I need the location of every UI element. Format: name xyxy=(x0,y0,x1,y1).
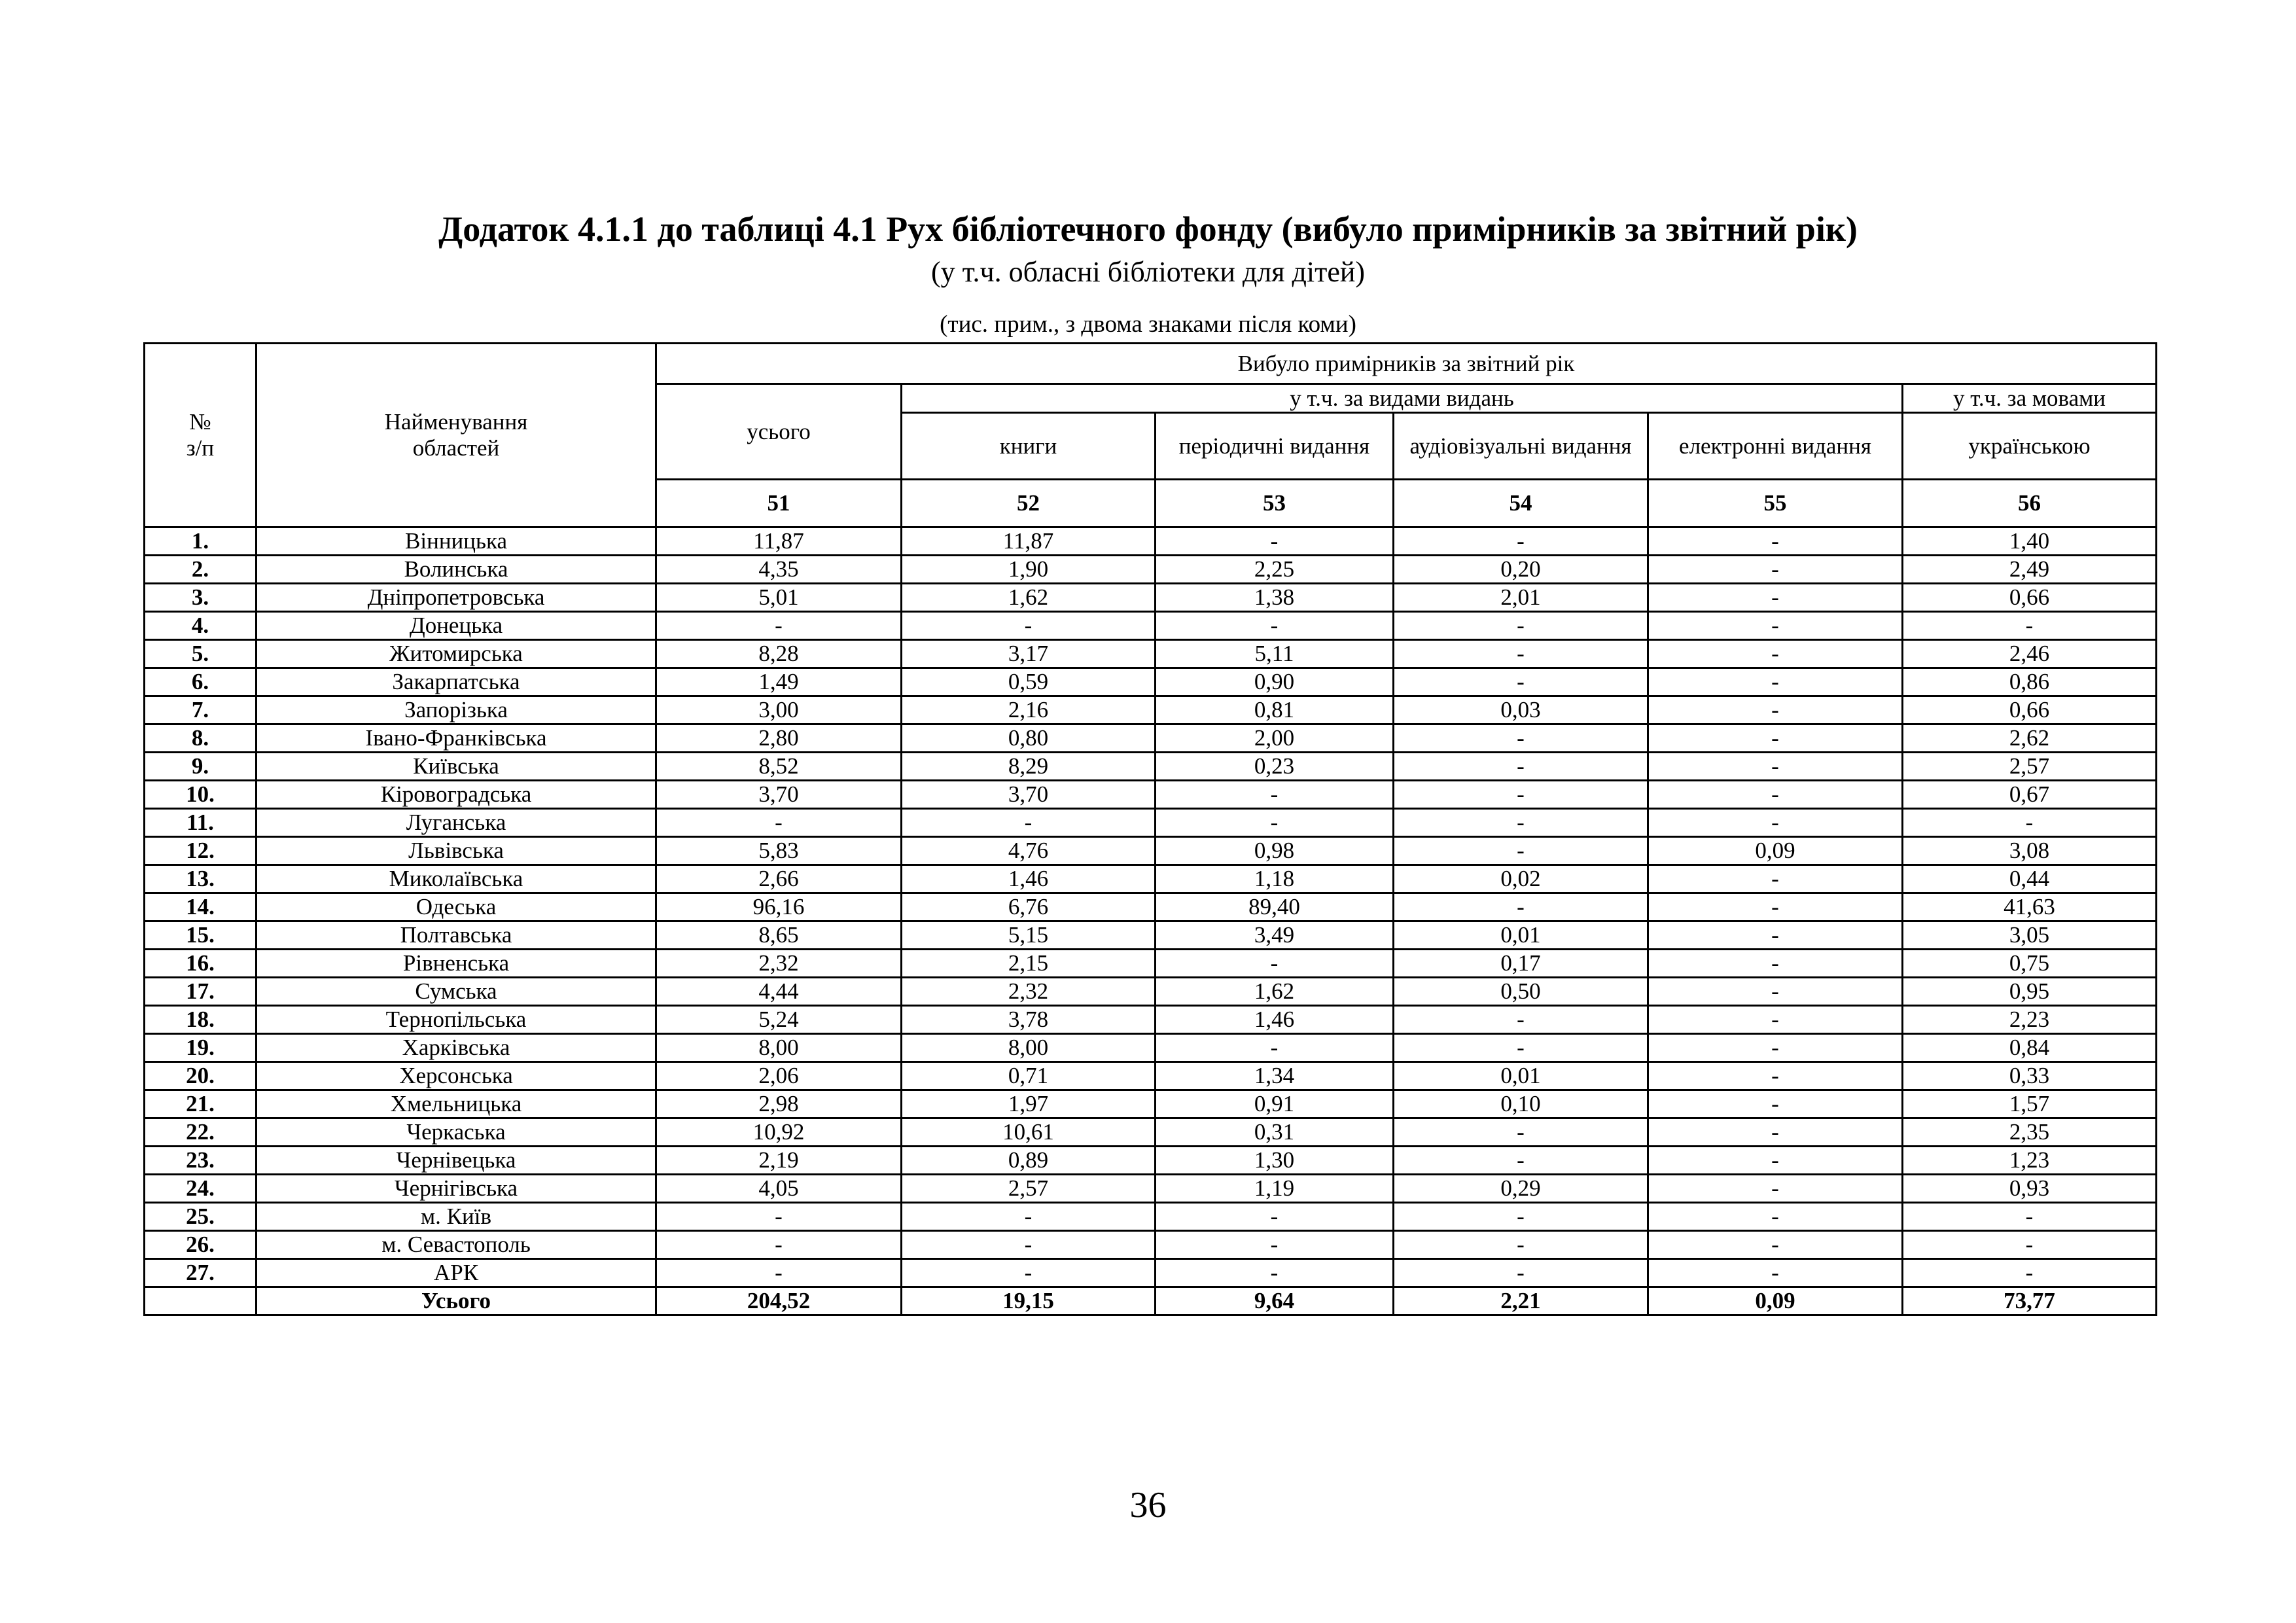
cell-value: 11,87 xyxy=(902,527,1156,556)
row-number: 14. xyxy=(145,893,256,921)
cell-value: - xyxy=(1156,612,1394,640)
header-by-lang: у т.ч. за мовами xyxy=(1903,384,2157,413)
cell-value: - xyxy=(1394,1147,1648,1175)
cell-value: - xyxy=(1394,781,1648,809)
row-number: 7. xyxy=(145,696,256,724)
cell-value: 8,00 xyxy=(902,1034,1156,1062)
table-row xyxy=(145,809,2157,837)
table-row xyxy=(145,724,2157,753)
cell-value: - xyxy=(1394,1118,1648,1147)
header-name: Найменування областей xyxy=(256,344,656,527)
cell-value: - xyxy=(1394,809,1648,837)
cell-value: - xyxy=(1394,1006,1648,1034)
region-name: Чернівецька xyxy=(256,1147,656,1175)
table-row xyxy=(145,556,2157,584)
cell-value: 8,52 xyxy=(656,753,902,781)
row-number: 16. xyxy=(145,950,256,978)
cell-value: 10,92 xyxy=(656,1118,902,1147)
cell-value: 2,06 xyxy=(656,1062,902,1090)
cell-value: - xyxy=(1156,1259,1394,1287)
cell-value: 0,03 xyxy=(1394,696,1648,724)
cell-value: 0,89 xyxy=(902,1147,1156,1175)
cell-value: - xyxy=(902,1259,1156,1287)
table-row xyxy=(145,837,2157,865)
cell-value: - xyxy=(1648,527,1903,556)
region-name: Тернопільська xyxy=(256,1006,656,1034)
table-row xyxy=(145,612,2157,640)
cell-value: - xyxy=(1156,809,1394,837)
region-name: Київська xyxy=(256,753,656,781)
row-number: 2. xyxy=(145,556,256,584)
cell-value: 3,70 xyxy=(656,781,902,809)
row-number: 26. xyxy=(145,1231,256,1259)
page-number: 36 xyxy=(1129,1485,1167,1525)
total-value: 0,09 xyxy=(1648,1287,1903,1315)
cell-value: - xyxy=(1156,1203,1394,1231)
row-number: 17. xyxy=(145,978,256,1006)
cell-value: - xyxy=(1648,1090,1903,1118)
row-number: 23. xyxy=(145,1147,256,1175)
cell-value: 1,62 xyxy=(1156,978,1394,1006)
cell-value: - xyxy=(656,809,902,837)
row-number: 10. xyxy=(145,781,256,809)
cell-value: 5,15 xyxy=(902,921,1156,950)
header-electronic: електронні видання xyxy=(1648,413,1903,480)
cell-value: - xyxy=(1648,612,1903,640)
region-name: Чернігівська xyxy=(256,1175,656,1203)
cell-value: 2,35 xyxy=(1903,1118,2157,1147)
cell-value: 2,32 xyxy=(656,950,902,978)
region-name: Полтавська xyxy=(256,921,656,950)
cell-value: 2,66 xyxy=(656,865,902,893)
cell-value: 2,80 xyxy=(656,724,902,753)
region-name: АРК xyxy=(256,1259,656,1287)
table-row xyxy=(145,893,2157,921)
table-row xyxy=(145,1147,2157,1175)
row-number: 1. xyxy=(145,527,256,556)
region-name: Харківська xyxy=(256,1034,656,1062)
row-number: 27. xyxy=(145,1259,256,1287)
table-row xyxy=(145,865,2157,893)
table-row xyxy=(145,781,2157,809)
cell-value: 8,28 xyxy=(656,640,902,668)
cell-value: 1,38 xyxy=(1156,584,1394,612)
header-num: № з/п xyxy=(145,344,256,527)
cell-value: - xyxy=(1394,1259,1648,1287)
cell-value: - xyxy=(1648,556,1903,584)
header-total: усього xyxy=(656,384,902,480)
cell-value: 0,66 xyxy=(1903,584,2157,612)
cell-value: 4,76 xyxy=(902,837,1156,865)
region-name: Кіровоградська xyxy=(256,781,656,809)
table-header xyxy=(145,344,2157,527)
cell-value: 1,57 xyxy=(1903,1090,2157,1118)
cell-value: 0,09 xyxy=(1648,837,1903,865)
cell-value: - xyxy=(1648,921,1903,950)
cell-value: - xyxy=(1648,1259,1903,1287)
cell-value: 0,66 xyxy=(1903,696,2157,724)
table-body xyxy=(145,527,2157,1287)
row-number: 25. xyxy=(145,1203,256,1231)
cell-value: - xyxy=(1648,781,1903,809)
table-row xyxy=(145,1090,2157,1118)
cell-value: 1,34 xyxy=(1156,1062,1394,1090)
cell-value: - xyxy=(1648,668,1903,696)
cell-value: - xyxy=(1394,753,1648,781)
region-name: м. Київ xyxy=(256,1203,656,1231)
cell-value: 5,83 xyxy=(656,837,902,865)
cell-value: 0,23 xyxy=(1156,753,1394,781)
cell-value: - xyxy=(1648,1147,1903,1175)
cell-value: - xyxy=(1648,1034,1903,1062)
cell-value: - xyxy=(1648,893,1903,921)
header-ukrainian: українською xyxy=(1903,413,2157,480)
cell-value: 0,50 xyxy=(1394,978,1648,1006)
cell-value: 1,62 xyxy=(902,584,1156,612)
cell-value: - xyxy=(1394,1034,1648,1062)
cell-value: 1,97 xyxy=(902,1090,1156,1118)
cell-value: 3,70 xyxy=(902,781,1156,809)
cell-value: 2,57 xyxy=(1903,753,2157,781)
cell-value: 6,76 xyxy=(902,893,1156,921)
row-number: 18. xyxy=(145,1006,256,1034)
cell-value: 4,35 xyxy=(656,556,902,584)
table-row xyxy=(145,1175,2157,1203)
table-row xyxy=(145,978,2157,1006)
row-number: 22. xyxy=(145,1118,256,1147)
row-number: 9. xyxy=(145,753,256,781)
cell-value: 2,46 xyxy=(1903,640,2157,668)
table-row xyxy=(145,1203,2157,1231)
cell-value: 0,20 xyxy=(1394,556,1648,584)
cell-value: 0,95 xyxy=(1903,978,2157,1006)
cell-value: 10,61 xyxy=(902,1118,1156,1147)
cell-value: 0,84 xyxy=(1903,1034,2157,1062)
cell-value: 0,91 xyxy=(1156,1090,1394,1118)
cell-value: 0,59 xyxy=(902,668,1156,696)
cell-value: 3,78 xyxy=(902,1006,1156,1034)
cell-value: - xyxy=(1394,724,1648,753)
cell-value: - xyxy=(656,612,902,640)
units-note: (тис. прим., з двома знаками після коми) xyxy=(940,311,1356,338)
region-name: Волинська xyxy=(256,556,656,584)
cell-value: - xyxy=(1648,1006,1903,1034)
cell-value: - xyxy=(1156,781,1394,809)
total-value: 73,77 xyxy=(1903,1287,2157,1315)
table-row xyxy=(145,584,2157,612)
cell-value: 2,57 xyxy=(902,1175,1156,1203)
cell-value: - xyxy=(1648,865,1903,893)
cell-value: - xyxy=(1648,640,1903,668)
cell-value: 1,46 xyxy=(1156,1006,1394,1034)
total-value: 9,64 xyxy=(1156,1287,1394,1315)
cell-value: - xyxy=(1648,584,1903,612)
cell-value: 8,29 xyxy=(902,753,1156,781)
cell-value: 1,40 xyxy=(1903,527,2157,556)
cell-value: - xyxy=(1394,1203,1648,1231)
header-periodicals: періодичні видання xyxy=(1156,413,1394,480)
row-number: 6. xyxy=(145,668,256,696)
region-name: Запорізька xyxy=(256,696,656,724)
cell-value: 0,98 xyxy=(1156,837,1394,865)
cell-value: - xyxy=(902,612,1156,640)
cell-value: 1,23 xyxy=(1903,1147,2157,1175)
total-num xyxy=(145,1287,256,1315)
region-name: Рівненська xyxy=(256,950,656,978)
cell-value: - xyxy=(1648,1175,1903,1203)
table-row xyxy=(145,1231,2157,1259)
cell-value: - xyxy=(1648,950,1903,978)
cell-value: - xyxy=(1648,1118,1903,1147)
region-name: Вінницька xyxy=(256,527,656,556)
cell-value: - xyxy=(902,809,1156,837)
cell-value: - xyxy=(1648,696,1903,724)
row-number: 12. xyxy=(145,837,256,865)
row-number: 15. xyxy=(145,921,256,950)
table-row xyxy=(145,950,2157,978)
cell-value: 5,24 xyxy=(656,1006,902,1034)
cell-value: 3,00 xyxy=(656,696,902,724)
column-number: 54 xyxy=(1394,480,1648,527)
cell-value: 8,65 xyxy=(656,921,902,950)
cell-value: 2,25 xyxy=(1156,556,1394,584)
cell-value: - xyxy=(1903,1259,2157,1287)
cell-value: - xyxy=(1648,1231,1903,1259)
row-number: 11. xyxy=(145,809,256,837)
column-number: 55 xyxy=(1648,480,1903,527)
cell-value: 2,16 xyxy=(902,696,1156,724)
region-name: Черкаська xyxy=(256,1118,656,1147)
row-number: 8. xyxy=(145,724,256,753)
cell-value: - xyxy=(1903,612,2157,640)
table-row xyxy=(145,668,2157,696)
row-number: 4. xyxy=(145,612,256,640)
cell-value: - xyxy=(1903,1203,2157,1231)
cell-value: 3,05 xyxy=(1903,921,2157,950)
header-books: книги xyxy=(902,413,1156,480)
cell-value: 1,49 xyxy=(656,668,902,696)
region-name: Дніпропетровська xyxy=(256,584,656,612)
cell-value: 41,63 xyxy=(1903,893,2157,921)
region-name: м. Севастополь xyxy=(256,1231,656,1259)
page-title: Додаток 4.1.1 до таблиці 4.1 Рух бібліотечного фонду (вибуло примірників за звітний рік) xyxy=(438,209,1858,249)
row-number: 5. xyxy=(145,640,256,668)
cell-value: - xyxy=(1903,809,2157,837)
cell-value: 96,16 xyxy=(656,893,902,921)
cell-value: 0,86 xyxy=(1903,668,2157,696)
cell-value: 0,33 xyxy=(1903,1062,2157,1090)
cell-value: 1,19 xyxy=(1156,1175,1394,1203)
cell-value: 5,11 xyxy=(1156,640,1394,668)
cell-value: 0,93 xyxy=(1903,1175,2157,1203)
cell-value: 0,90 xyxy=(1156,668,1394,696)
cell-value: 0,17 xyxy=(1394,950,1648,978)
cell-value: 11,87 xyxy=(656,527,902,556)
cell-value: - xyxy=(656,1203,902,1231)
column-number: 53 xyxy=(1156,480,1394,527)
table-row xyxy=(145,527,2157,556)
header-by-type: у т.ч. за видами видань xyxy=(902,384,1903,413)
cell-value: 89,40 xyxy=(1156,893,1394,921)
region-name: Івано-Франківська xyxy=(256,724,656,753)
cell-value: 2,00 xyxy=(1156,724,1394,753)
cell-value: 0,67 xyxy=(1903,781,2157,809)
cell-value: 0,71 xyxy=(902,1062,1156,1090)
row-number: 13. xyxy=(145,865,256,893)
cell-value: 0,01 xyxy=(1394,921,1648,950)
cell-value: - xyxy=(1648,753,1903,781)
cell-value: 2,98 xyxy=(656,1090,902,1118)
region-name: Луганська xyxy=(256,809,656,837)
region-name: Закарпатська xyxy=(256,668,656,696)
cell-value: - xyxy=(1394,640,1648,668)
cell-value: 5,01 xyxy=(656,584,902,612)
cell-value: 0,75 xyxy=(1903,950,2157,978)
cell-value: - xyxy=(1648,1062,1903,1090)
cell-value: - xyxy=(656,1259,902,1287)
row-number: 20. xyxy=(145,1062,256,1090)
cell-value: 2,01 xyxy=(1394,584,1648,612)
cell-value: 1,18 xyxy=(1156,865,1394,893)
page-subtitle: (у т.ч. обласні бібліотеки для дітей) xyxy=(930,256,1366,288)
cell-value: 0,44 xyxy=(1903,865,2157,893)
table-row xyxy=(145,696,2157,724)
cell-value: 0,10 xyxy=(1394,1090,1648,1118)
cell-value: - xyxy=(902,1203,1156,1231)
cell-value: - xyxy=(1903,1231,2157,1259)
region-name: Львівська xyxy=(256,837,656,865)
cell-value: 2,32 xyxy=(902,978,1156,1006)
cell-value: 2,19 xyxy=(656,1147,902,1175)
table-row xyxy=(145,921,2157,950)
cell-value: 2,23 xyxy=(1903,1006,2157,1034)
column-number: 51 xyxy=(656,480,902,527)
cell-value: 1,30 xyxy=(1156,1147,1394,1175)
table-row xyxy=(145,1006,2157,1034)
cell-value: 1,46 xyxy=(902,865,1156,893)
table-row xyxy=(145,1034,2157,1062)
header-group: Вибуло примірників за звітний рік xyxy=(656,344,2157,384)
cell-value: 0,81 xyxy=(1156,696,1394,724)
cell-value: 4,44 xyxy=(656,978,902,1006)
total-row xyxy=(145,1287,2157,1315)
region-name: Сумська xyxy=(256,978,656,1006)
cell-value: - xyxy=(1156,527,1394,556)
cell-value: 0,01 xyxy=(1394,1062,1648,1090)
cell-value: 8,00 xyxy=(656,1034,902,1062)
row-number: 19. xyxy=(145,1034,256,1062)
cell-value: - xyxy=(1394,668,1648,696)
column-number: 52 xyxy=(902,480,1156,527)
region-name: Хмельницька xyxy=(256,1090,656,1118)
header-audiovisual: аудіовізуальні видання xyxy=(1394,413,1648,480)
cell-value: - xyxy=(656,1231,902,1259)
cell-value: - xyxy=(1394,527,1648,556)
cell-value: 0,29 xyxy=(1394,1175,1648,1203)
cell-value: 0,02 xyxy=(1394,865,1648,893)
cell-value: 3,08 xyxy=(1903,837,2157,865)
row-number: 3. xyxy=(145,584,256,612)
cell-value: - xyxy=(1394,893,1648,921)
total-value: 19,15 xyxy=(902,1287,1156,1315)
data-table xyxy=(143,342,2157,1316)
cell-value: 2,49 xyxy=(1903,556,2157,584)
row-number: 24. xyxy=(145,1175,256,1203)
cell-value: - xyxy=(1394,837,1648,865)
cell-value: - xyxy=(1648,809,1903,837)
column-number: 56 xyxy=(1903,480,2157,527)
cell-value: - xyxy=(1648,978,1903,1006)
cell-value: 2,15 xyxy=(902,950,1156,978)
cell-value: 3,17 xyxy=(902,640,1156,668)
row-number: 21. xyxy=(145,1090,256,1118)
total-value: 204,52 xyxy=(656,1287,902,1315)
cell-value: - xyxy=(1648,1203,1903,1231)
cell-value: 2,62 xyxy=(1903,724,2157,753)
cell-value: - xyxy=(1648,724,1903,753)
cell-value: 0,31 xyxy=(1156,1118,1394,1147)
cell-value: - xyxy=(1394,1231,1648,1259)
cell-value: 4,05 xyxy=(656,1175,902,1203)
table-row xyxy=(145,640,2157,668)
region-name: Одеська xyxy=(256,893,656,921)
cell-value: - xyxy=(902,1231,1156,1259)
region-name: Херсонська xyxy=(256,1062,656,1090)
cell-value: 0,80 xyxy=(902,724,1156,753)
cell-value: - xyxy=(1394,612,1648,640)
cell-value: - xyxy=(1156,1034,1394,1062)
table-row xyxy=(145,1062,2157,1090)
table-row xyxy=(145,1259,2157,1287)
cell-value: - xyxy=(1156,950,1394,978)
cell-value: 3,49 xyxy=(1156,921,1394,950)
table-row xyxy=(145,1118,2157,1147)
region-name: Миколаївська xyxy=(256,865,656,893)
region-name: Донецька xyxy=(256,612,656,640)
table-row xyxy=(145,753,2157,781)
total-value: 2,21 xyxy=(1394,1287,1648,1315)
region-name: Житомирська xyxy=(256,640,656,668)
cell-value: - xyxy=(1156,1231,1394,1259)
cell-value: 1,90 xyxy=(902,556,1156,584)
total-label: Усього xyxy=(256,1287,656,1315)
